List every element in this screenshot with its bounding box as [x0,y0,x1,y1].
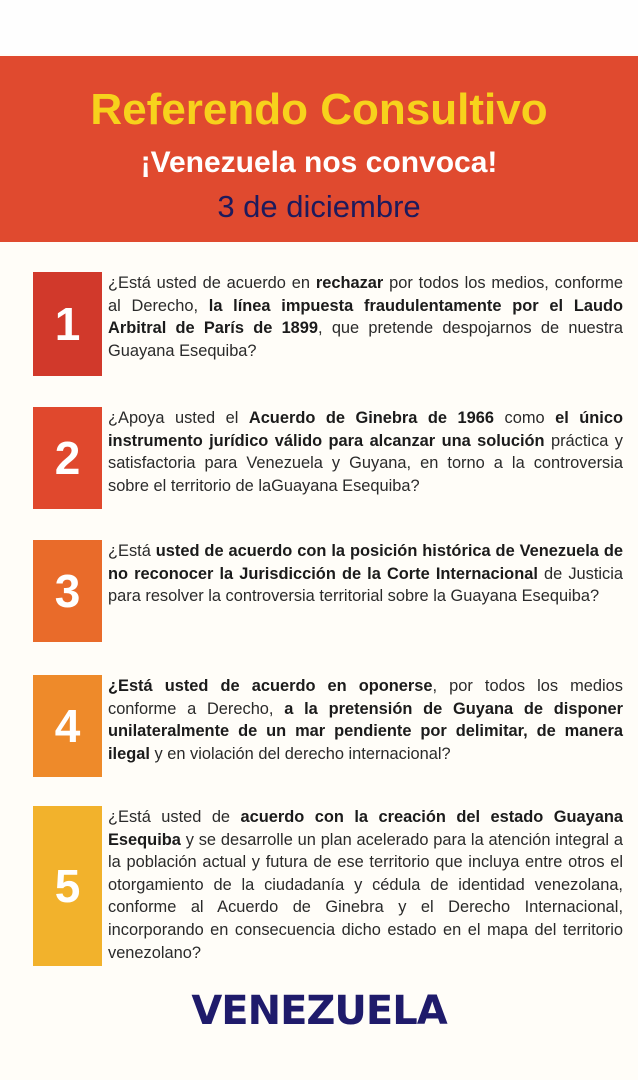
question-1 [33,272,623,376]
venezuela-logo: VENEZUELA [191,988,447,1034]
question-text-1 [108,272,623,362]
question-text-bold: la línea impuesta fraudulentamente por el Laudo Arbitral de París de 1899 [108,296,623,338]
question-text-span: por todos los medios, conforme al Derecho, [108,274,623,315]
question-4 [33,675,624,777]
number-label: 1 [54,298,81,350]
question-text-4 [108,675,623,765]
number-label: 4 [54,700,81,752]
number-label: 2 [54,432,81,484]
question-5 [33,806,623,966]
question-2 [33,407,623,509]
question-text-span: como [494,409,556,427]
question-number-4 [33,675,102,777]
page-title: Referendo Consultivo [90,85,548,134]
question-text-bold: a la pretensión de Guyana de disponer unilateralmente de un mar pendiente por delimitar, de manera ilegal [108,699,624,763]
question-text-span: ¿Está usted de [108,808,241,826]
question-number-1 [33,272,102,376]
event-date: 3 de diciembre [217,189,421,224]
question-text-span: ¿Está usted de acuerdo en [108,274,316,292]
header-banner [0,56,638,242]
question-text-bold: ¿Está usted de acuerdo en oponerse [108,677,433,695]
question-text-span: ¿Está [108,542,156,560]
question-text-2 [108,407,623,497]
question-text-span: y en violación del derecho internacional? [149,744,451,763]
question-text-span: práctica y satisfactoria para Venezuela y Guyana, en torno a la controversia sobre el territorio de laGuayana Esequiba? [108,431,623,495]
question-text-bold: usted de acuerdo con la posición histórica de Venezuela de no reconocer la Jurisdicción de la Corte Internacional [108,542,623,583]
number-label: 3 [54,565,81,617]
question-text-bold: rechazar [315,274,384,292]
question-number-2 [33,407,102,509]
top-strip [0,0,638,54]
question-text-3 [108,540,623,608]
question-text-span: ¿Apoya usted el [108,409,249,427]
question-3 [33,540,623,642]
number-label: 5 [54,860,81,912]
question-text-5 [108,806,623,964]
question-text-span: , que pretende despojarnos de nuestra Guayana Esequiba? [108,319,623,360]
question-number-3 [33,540,102,642]
question-text-span: y se desarrolle un plan acelerado para la atención integral a la población actual y futura de ese territorio que incluya entre otros el otorgamiento de la ciudadanía y cédula de identidad venezolana, conforme al Acuerdo de Ginebra y el Derecho Internacional, incorporando en consecuencia dicho estado en el mapa del territorio venezolano? [108,830,623,962]
question-text-bold: acuerdo con la creación del estado Guayana Esequiba [108,808,623,849]
question-text-bold: el único instrumento jurídico válido para alcanzar una solución [108,409,623,450]
question-text-span: , por todos los medios conforme a Derecho, [108,677,623,718]
subtitle: ¡Venezuela nos convoca! [140,146,498,179]
question-number-5 [33,806,102,966]
question-text-span: de Justicia para resolver la controversia territorial sobre la Guayana Esequiba? [108,564,623,606]
question-text-bold: Acuerdo de Ginebra de 1966 [248,409,495,427]
